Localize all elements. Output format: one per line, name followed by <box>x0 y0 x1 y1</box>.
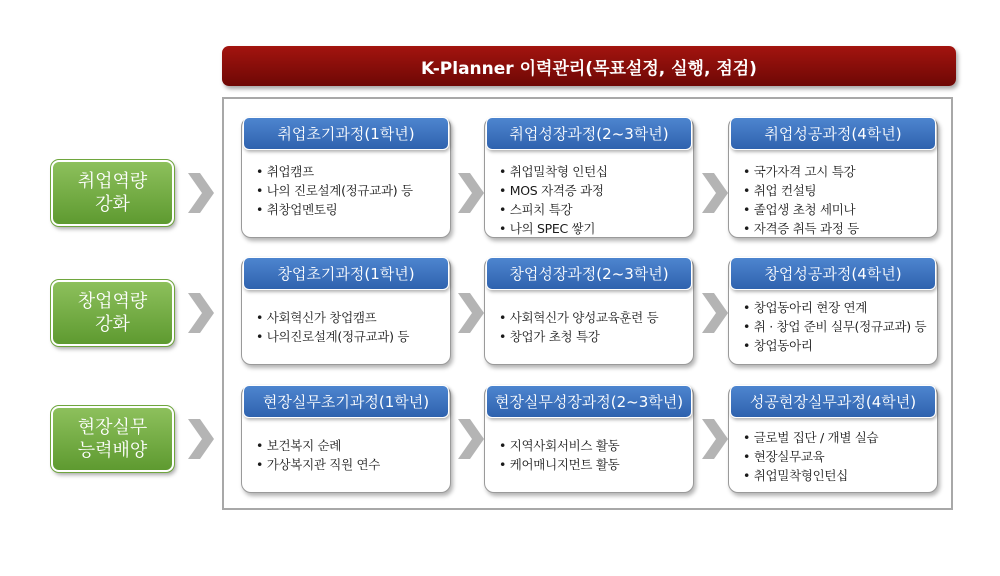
card-item-list <box>499 436 689 474</box>
list-item: • 스피치 특강 <box>499 200 689 219</box>
card-employment-initial <box>241 117 451 238</box>
card-startup-initial <box>241 257 451 365</box>
card-header: 성공현장실무과정(4학년) <box>730 385 936 418</box>
list-item: • 케어매니지먼트 활동 <box>499 455 689 474</box>
chevron-right-icon <box>458 293 484 333</box>
list-item: • 자격증 취득 과정 등 <box>743 219 933 238</box>
category-field-practice: 현장실무 능력배양 <box>51 406 174 472</box>
list-item: • MOS 자격증 과정 <box>499 181 689 200</box>
list-item: • 보건복지 순례 <box>256 436 446 455</box>
card-item-list <box>256 308 446 346</box>
list-item: • 취업캠프 <box>256 162 446 181</box>
card-item-list <box>743 428 933 485</box>
chevron-right-icon <box>702 293 728 333</box>
card-item-list <box>256 162 446 219</box>
chevron-right-icon <box>188 173 214 213</box>
card-employment-growth <box>484 117 694 238</box>
list-item: • 창업동아리 현장 연계 <box>743 298 933 317</box>
list-item: • 취업밀착형 인턴십 <box>499 162 689 181</box>
card-header: 창업성장과정(2~3학년) <box>486 257 692 290</box>
title-bar <box>222 46 956 86</box>
list-item: • 취업밀착형인턴십 <box>743 466 933 485</box>
list-item: • 취 · 창업 준비 실무(정규교과) 등 <box>743 317 933 336</box>
card-field-success <box>728 385 938 493</box>
card-item-list <box>499 162 689 238</box>
chevron-right-icon <box>702 419 728 459</box>
card-employment-success <box>728 117 938 238</box>
chevron-right-icon <box>458 173 484 213</box>
list-item: • 나의 진로설계(정규교과) 등 <box>256 181 446 200</box>
card-header: 창업성공과정(4학년) <box>730 257 936 290</box>
chevron-right-icon <box>188 293 214 333</box>
card-startup-success <box>728 257 938 365</box>
card-header: 취업성장과정(2~3학년) <box>486 117 692 150</box>
list-item: • 국가자격 고시 특강 <box>743 162 933 181</box>
card-item-list <box>256 436 446 474</box>
list-item: • 사회혁신가 양성교육훈련 등 <box>499 308 689 327</box>
card-header: 취업성공과정(4학년) <box>730 117 936 150</box>
chevron-right-icon <box>702 173 728 213</box>
card-item-list <box>743 298 933 355</box>
card-header: 현장실무성장과정(2~3학년) <box>486 385 692 418</box>
card-startup-growth <box>484 257 694 365</box>
card-header: 현장실무초기과정(1학년) <box>243 385 449 418</box>
list-item: • 가상복지관 직원 연수 <box>256 455 446 474</box>
chevron-right-icon <box>188 419 214 459</box>
card-item-list <box>743 162 933 238</box>
category-employment: 취업역량 강화 <box>51 160 174 226</box>
chevron-right-icon <box>458 419 484 459</box>
list-item: • 나의진로설계(정규교과) 등 <box>256 327 446 346</box>
list-item: • 사회혁신가 창업캠프 <box>256 308 446 327</box>
list-item: • 나의 SPEC 쌓기 <box>499 219 689 238</box>
card-header: 창업초기과정(1학년) <box>243 257 449 290</box>
card-item-list <box>499 308 689 346</box>
card-header: 취업초기과정(1학년) <box>243 117 449 150</box>
card-field-growth <box>484 385 694 493</box>
diagram-title: K-Planner 이력관리(목표설정, 실행, 점검) <box>421 58 757 79</box>
list-item: • 취업 컨설팅 <box>743 181 933 200</box>
list-item: • 졸업생 초청 세미나 <box>743 200 933 219</box>
list-item: • 창업가 초청 특강 <box>499 327 689 346</box>
list-item: • 창업동아리 <box>743 336 933 355</box>
list-item: • 지역사회서비스 활동 <box>499 436 689 455</box>
category-startup: 창업역량 강화 <box>51 280 174 346</box>
list-item: • 글로벌 집단 / 개별 실습 <box>743 428 933 447</box>
list-item: • 현장실무교육 <box>743 447 933 466</box>
list-item: • 취창업멘토링 <box>256 200 446 219</box>
card-field-initial <box>241 385 451 493</box>
